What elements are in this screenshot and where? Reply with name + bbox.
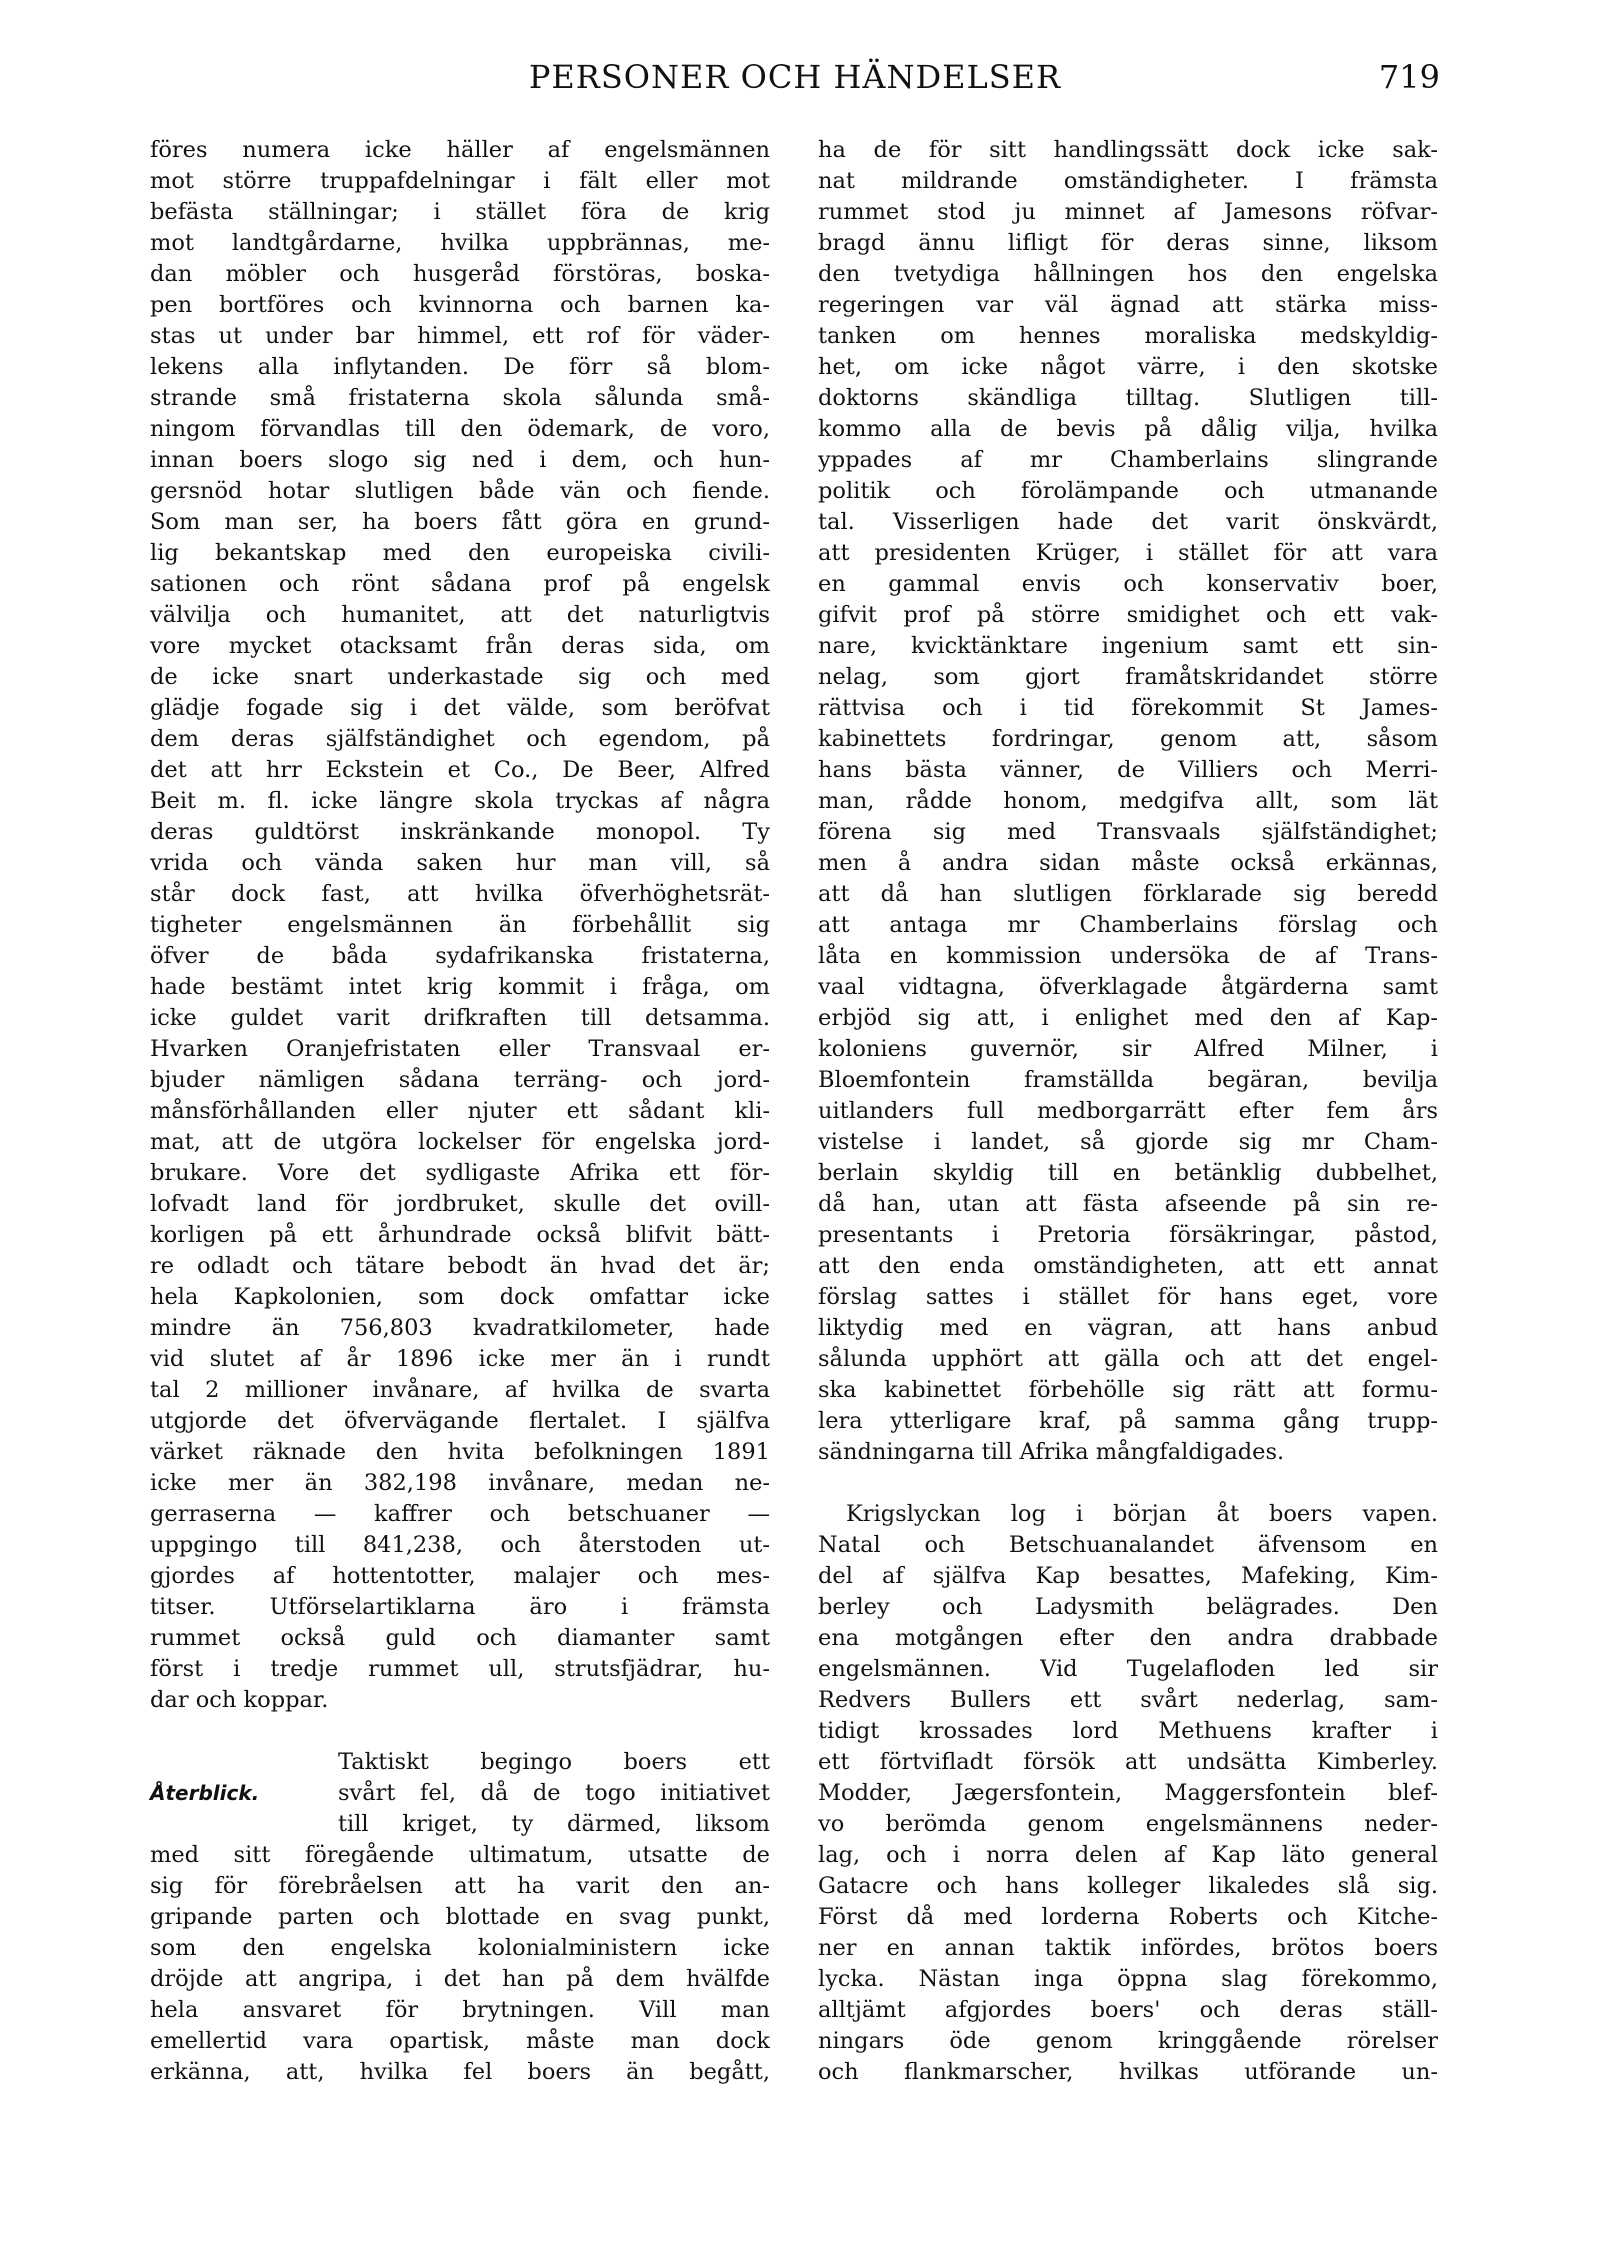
- text-line: vore mycket otacksamt från deras sida, om: [150, 633, 770, 659]
- text-line: gifvit prof på större smidighet och ett vak-: [818, 602, 1438, 628]
- text-line: lycka. Nästan inga öppna slag förekommo,: [818, 1966, 1438, 1992]
- text-line: öfver de båda sydafrikanska fristaterna,: [150, 943, 770, 969]
- text-line: bragd ännu lifligt för deras sinne, liksom: [818, 230, 1438, 256]
- text-line: tigheter engelsmännen än förbehållit sig: [150, 912, 770, 938]
- text-line: svårt fel, då de togo initiativet: [338, 1780, 770, 1806]
- text-line: Bloemfontein framställda begäran, bevilja: [818, 1067, 1438, 1093]
- text-line: värket räknade den hvita befolkningen 1891: [150, 1439, 770, 1465]
- side-heading: Återblick.: [150, 1781, 260, 1805]
- text-line: ha de för sitt handlingssätt dock icke sak-: [818, 137, 1438, 163]
- text-line: månsförhållanden eller njuter ett sådant kli-: [150, 1098, 770, 1124]
- text-line: att antaga mr Chamberlains förslag och: [818, 912, 1438, 938]
- side-heading-block: [150, 1747, 770, 1840]
- text-line: hade bestämt intet krig kommit i fråga, om: [150, 974, 770, 1000]
- text-line: alltjämt afgjordes boers' och deras ställ-: [818, 1997, 1438, 2023]
- text-line: till kriget, ty därmed, liksom: [338, 1811, 770, 1837]
- text-line: stas ut under bar himmel, ett rof för väder-: [150, 323, 770, 349]
- text-line: gerraserna — kaffrer och betschuaner —: [150, 1501, 770, 1527]
- text-line: uitlanders full medborgarrätt efter fem års: [818, 1098, 1438, 1124]
- text-line: icke guldet varit drifkraften till detsamma.: [150, 1005, 770, 1031]
- text-line: lofvadt land för jordbruket, skulle det ovill-: [150, 1191, 770, 1217]
- text-line: dan möbler och husgeråd förstöras, boska-: [150, 261, 770, 287]
- text-line: regeringen var väl ägnad att stärka miss-: [818, 292, 1438, 318]
- left-column: [150, 135, 770, 2088]
- text-line: berley och Ladysmith belägrades. Den: [818, 1594, 1438, 1620]
- text-line: en gammal envis och konservativ boer,: [818, 571, 1438, 597]
- right-column: [818, 135, 1438, 2088]
- text-line: dar och koppar.: [150, 1687, 329, 1713]
- text-line: Hvarken Oranjefristaten eller Transvaal er-: [150, 1036, 770, 1062]
- text-line: koloniens guvernör, sir Alfred Milner, i: [818, 1036, 1438, 1062]
- text-line: ner en annan taktik infördes, brötos boers: [818, 1935, 1438, 1961]
- text-line: mindre än 756,803 kvadratkilometer, hade: [150, 1315, 770, 1341]
- text-line: kommo alla de bevis på dålig vilja, hvilka: [818, 416, 1438, 442]
- left-paragraph-2: [150, 1840, 770, 2088]
- left-paragraph-1: [150, 135, 770, 1716]
- text-line: förena sig med Transvaals själfständighet;: [818, 819, 1438, 845]
- text-line: Natal och Betschuanalandet äfvensom en: [818, 1532, 1438, 1558]
- text-line: föres numera icke häller af engelsmännen: [150, 137, 770, 163]
- text-line: tal 2 millioner invånare, af hvilka de svarta: [150, 1377, 770, 1403]
- text-line: Modder, Jægersfontein, Maggersfontein blef-: [818, 1780, 1438, 1806]
- text-line: icke mer än 382,198 invånare, medan ne-: [150, 1470, 770, 1496]
- text-line: titser. Utförselartiklarna äro i främsta: [150, 1594, 770, 1620]
- text-line: lekens alla inflytanden. De förr så blom-: [150, 354, 770, 380]
- text-line: lera ytterligare kraf, på samma gång trupp-: [818, 1408, 1438, 1434]
- text-line: tidigt krossades lord Methuens krafter i: [818, 1718, 1438, 1744]
- text-line: het, om icke något värre, i den skotske: [818, 354, 1438, 380]
- text-line: rummet också guld och diamanter samt: [150, 1625, 770, 1651]
- text-line: vistelse i landet, så gjorde sig mr Cham-: [818, 1129, 1438, 1155]
- text-line: dröjde att angripa, i det han på dem hvälfde: [150, 1966, 770, 1992]
- right-paragraph-2: [818, 1499, 1438, 2088]
- text-line: nelag, som gjort framåtskridandet större: [818, 664, 1438, 690]
- text-line: och flankmarscher, hvilkas utförande un-: [818, 2059, 1438, 2085]
- text-line: re odladt och tätare bebodt än hvad det är;: [150, 1253, 770, 1279]
- text-line: deras guldtörst inskränkande monopol. Ty: [150, 819, 770, 845]
- text-line: står dock fast, att hvilka öfverhöghetsrät-: [150, 881, 770, 907]
- text-line: man, rådde honom, medgifva allt, som lät: [818, 788, 1438, 814]
- right-paragraph-1: [818, 135, 1438, 1468]
- text-line: det att hrr Eckstein et Co., De Beer, Alfred: [150, 757, 770, 783]
- text-line: ett förtvifladt försök att undsätta Kimberley.: [818, 1749, 1438, 1775]
- text-line: låta en kommission undersöka de af Trans-: [818, 943, 1438, 969]
- text-line: lag, och i norra delen af Kap läto general: [818, 1842, 1438, 1868]
- text-line: kabinettets fordringar, genom att, såsom: [818, 726, 1438, 752]
- text-line: presentants i Pretoria försäkringar, påstod,: [818, 1222, 1438, 1248]
- running-head: PERSONER OCH HÄNDELSER: [528, 58, 1062, 96]
- text-line: då han, utan att fästa afseende på sin re-: [818, 1191, 1438, 1217]
- text-line: ska kabinettet förbehölle sig rätt att formu-: [818, 1377, 1438, 1403]
- text-line: gersnöd hotar slutligen både vän och fiende.: [150, 478, 770, 504]
- text-line: vo berömda genom engelsmännens neder-: [818, 1811, 1438, 1837]
- text-line: nare, kvicktänktare ingenium samt ett sin-: [818, 633, 1438, 659]
- paragraph-gap: [818, 1468, 1438, 1499]
- text-line: först i tredje rummet ull, strutsfjädrar, hu-: [150, 1656, 770, 1682]
- text-line: förslag sattes i stället för hans eget, vore: [818, 1284, 1438, 1310]
- text-line: sålunda upphört att gälla och att det engel-: [818, 1346, 1438, 1372]
- text-line: Beit m. fl. icke längre skola tryckas af några: [150, 788, 770, 814]
- text-line: att den enda omständigheten, att ett annat: [818, 1253, 1438, 1279]
- text-line: Krigslyckan log i början åt boers vapen.: [846, 1501, 1438, 1527]
- text-line: mot landtgårdarne, hvilka uppbrännas, me-: [150, 230, 770, 256]
- text-line: politik och förolämpande och utmanande: [818, 478, 1438, 504]
- page-number: 719: [1378, 58, 1440, 96]
- text-line: erkänna, att, hvilka fel boers än begått,: [150, 2059, 770, 2085]
- text-line: erbjöd sig att, i enlighet med den af Kap-: [818, 1005, 1438, 1031]
- text-line: ningom förvandlas till den ödemark, de voro,: [150, 416, 770, 442]
- text-line: lig bekantskap med den europeiska civili-: [150, 540, 770, 566]
- text-line: sig för förebråelsen att ha varit den an-: [150, 1873, 770, 1899]
- text-line: utgjorde det öfvervägande flertalet. I själfva: [150, 1408, 770, 1434]
- text-line: uppgingo till 841,238, och återstoden ut-: [150, 1532, 770, 1558]
- text-line: befästa ställningar; i stället föra de krig: [150, 199, 770, 225]
- text-line: den tvetydiga hållningen hos den engelska: [818, 261, 1438, 287]
- text-line: vaal vidtagna, öfverklagade åtgärderna samt: [818, 974, 1438, 1000]
- text-line: emellertid vara opartisk, måste man dock: [150, 2028, 770, 2054]
- text-line: mot större truppafdelningar i fält eller mot: [150, 168, 770, 194]
- text-line: hela Kapkolonien, som dock omfattar icke: [150, 1284, 770, 1310]
- text-line: välvilja och humanitet, att det naturligtvis: [150, 602, 770, 628]
- text-line: hans bästa vänner, de Villiers och Merri-: [818, 757, 1438, 783]
- text-line: Först då med lorderna Roberts och Kitche-: [818, 1904, 1438, 1930]
- text-line: ena motgången efter den andra drabbade: [818, 1625, 1438, 1651]
- text-line: pen bortföres och kvinnorna och barnen ka-: [150, 292, 770, 318]
- text-line: engelsmännen. Vid Tugelafloden led sir: [818, 1656, 1438, 1682]
- text-line: tal. Visserligen hade det varit önskvärdt,: [818, 509, 1438, 535]
- text-line: rummet stod ju minnet af Jamesons röfvar-: [818, 199, 1438, 225]
- text-line: Taktiskt begingo boers ett: [338, 1749, 770, 1775]
- text-line: innan boers slogo sig ned i dem, och hun-: [150, 447, 770, 473]
- text-line: de icke snart underkastade sig och med: [150, 664, 770, 690]
- text-line: liktydig med en vägran, att hans anbud: [818, 1315, 1438, 1341]
- text-line: hela ansvaret för brytningen. Vill man: [150, 1997, 770, 2023]
- text-line: att då han slutligen förklarade sig beredd: [818, 881, 1438, 907]
- text-line: yppades af mr Chamberlains slingrande: [818, 447, 1438, 473]
- text-line: ningars öde genom kringgående rörelser: [818, 2028, 1438, 2054]
- paragraph-gap: [150, 1716, 770, 1747]
- text-line: doktorns skändliga tilltag. Slutligen till-: [818, 385, 1438, 411]
- text-line: sändningarna till Afrika mångfaldigades.: [818, 1439, 1285, 1465]
- text-line: strande små fristaterna skola sålunda små-: [150, 385, 770, 411]
- text-line: med sitt föregående ultimatum, utsatte de: [150, 1842, 770, 1868]
- text-line: att presidenten Krüger, i stället för att vara: [818, 540, 1438, 566]
- text-line: korligen på ett århundrade också blifvit bätt-: [150, 1222, 770, 1248]
- text-line: gripande parten och blottade en svag punkt,: [150, 1904, 770, 1930]
- text-line: som den engelska kolonialministern icke: [150, 1935, 770, 1961]
- text-line: vid slutet af år 1896 icke mer än i rundt: [150, 1346, 770, 1372]
- text-line: mat, att de utgöra lockelser för engelska jord-: [150, 1129, 770, 1155]
- text-line: dem deras själfständighet och egendom, på: [150, 726, 770, 752]
- text-line: vrida och vända saken hur man vill, så: [150, 850, 770, 876]
- text-line: brukare. Vore det sydligaste Afrika ett för-: [150, 1160, 770, 1186]
- text-line: tanken om hennes moraliska medskyldig-: [818, 323, 1438, 349]
- text-line: Som man ser, ha boers fått göra en grund-: [150, 509, 770, 535]
- text-line: del af själfva Kap besattes, Mafeking, Kim-: [818, 1563, 1438, 1589]
- text-line: bjuder nämligen sådana terräng- och jord-: [150, 1067, 770, 1093]
- text-line: glädje fogade sig i det välde, som beröfvat: [150, 695, 770, 721]
- text-line: sationen och rönt sådana prof på engelsk: [150, 571, 770, 597]
- text-line: rättvisa och i tid förekommit St James-: [818, 695, 1438, 721]
- page-header: [150, 58, 1440, 110]
- text-line: berlain skyldig till en betänklig dubbelhet,: [818, 1160, 1438, 1186]
- text-line: men å andra sidan måste också erkännas,: [818, 850, 1438, 876]
- text-line: Redvers Bullers ett svårt nederlag, sam-: [818, 1687, 1438, 1713]
- text-line: nat mildrande omständigheter. I främsta: [818, 168, 1438, 194]
- text-line: Gatacre och hans kolleger likaledes slå sig.: [818, 1873, 1438, 1899]
- text-line: gjordes af hottentotter, malajer och mes-: [150, 1563, 770, 1589]
